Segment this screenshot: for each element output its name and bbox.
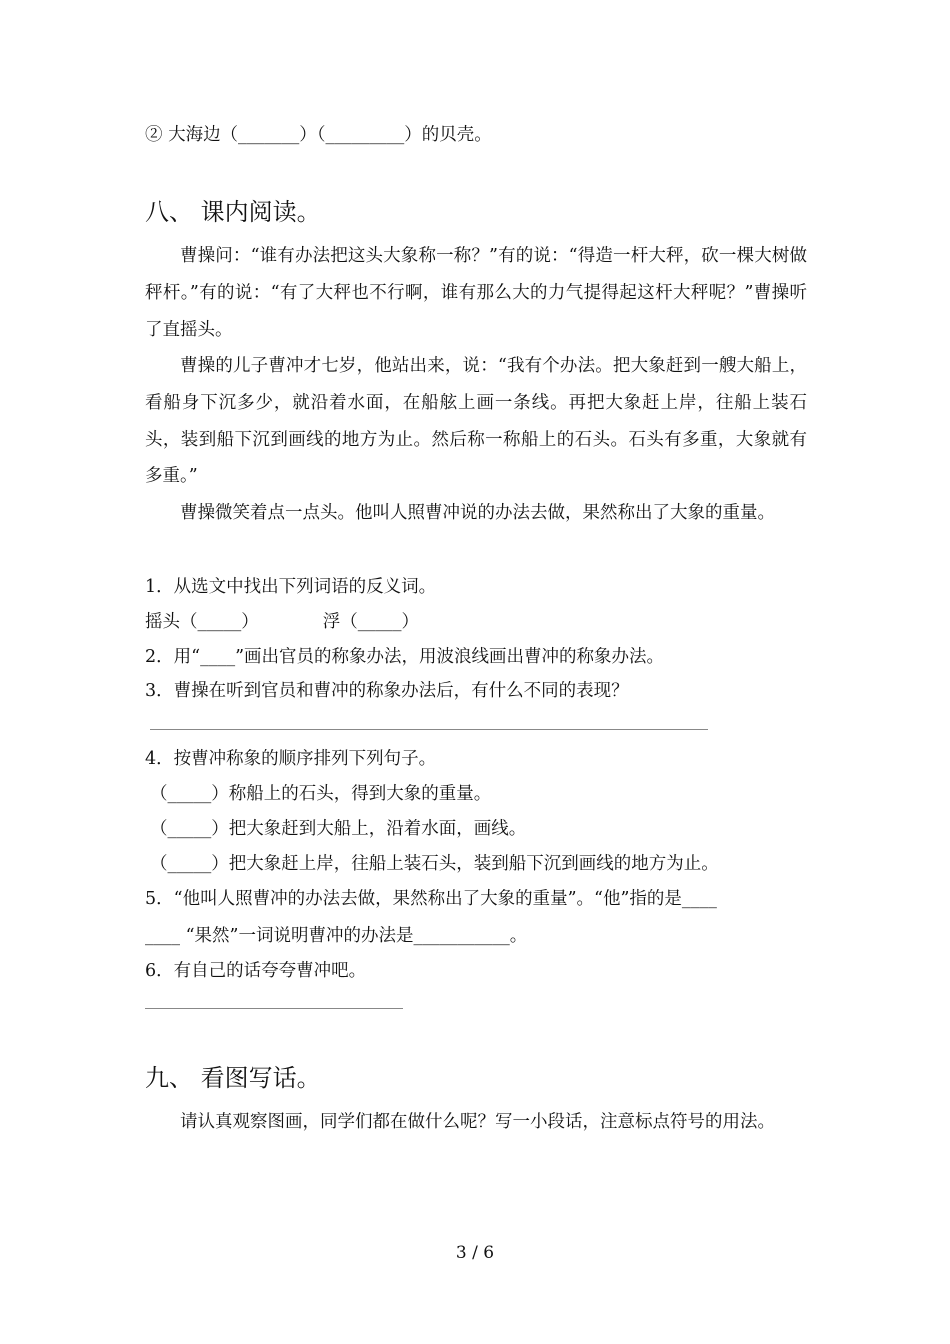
order-item-3: （_____）把大象赶上岸，往船上装石头，装到船下沉到画线的地方为止。 [150, 854, 719, 874]
question-2-prefix: 2．用“ [145, 647, 201, 667]
question-2-suffix: ”画出官员的称象办法，用波浪线画出曹冲的称象办法。 [235, 647, 665, 667]
section-8-heading: 八、 课内阅读。 [145, 198, 321, 226]
question-5-line-1: 5．“他叫人照曹冲的办法去做，果然称出了大象的重量”。“他”指的是____ [145, 889, 717, 909]
reading-paragraph-3: 曹操微笑着点一点头。他叫人照曹冲说的办法去做，果然称出了大象的重量。 [180, 503, 775, 523]
question-4: 4．按曹冲称象的顺序排列下列句子。 [145, 749, 437, 769]
reading-paragraph-2: 曹操的儿子曹冲才七岁，他站出来，说：“我有个办法。把大象赶到一艘大船上，看船身下沉多少，就沿着水面，在船舷上画一条线。再把大象赶上岸，往船上装石头，装到船下沉到画线的地方为止。然后称一称船上的石头。石头有多重，大象就有多重。” [145, 356, 807, 487]
blank-item-2: ② 大海边（_______）（_________）的贝壳。 [145, 125, 492, 145]
underline-mark: ____ [200, 647, 236, 667]
question-1-answers [145, 608, 419, 633]
section-9-heading: 九、 看图写话。 [145, 1064, 321, 1092]
reading-paragraph-1: 曹操问：“谁有办法把这头大象称一称？”有的说：“得造一杆大秤，砍一棵大树做秤杆。”有的说：“有了大秤也不行啊，谁有那么大的力气提得起这杆大秤呢？”曹操听了直摇头。 [145, 246, 807, 340]
answer-line-q6[interactable] [145, 1008, 403, 1009]
antonym-blank-float: 浮（_____） [322, 612, 419, 632]
answer-line-q3[interactable] [150, 729, 708, 730]
question-1: 1．从选文中找出下列词语的反义词。 [145, 577, 437, 597]
writing-prompt: 请认真观察图画，同学们都在做什么呢？写一小段话，注意标点符号的用法。 [180, 1112, 775, 1132]
question-3: 3．曹操在听到官员和曹冲的称象办法后，有什么不同的表现？ [145, 681, 629, 701]
antonym-blank-shake-head: 摇头（_____） [145, 612, 259, 632]
page-number: 3 / 6 [455, 1243, 495, 1263]
question-6: 6．有自己的话夸夸曹冲吧。 [145, 961, 367, 981]
question-2 [145, 643, 664, 668]
question-5-line-2: ____ “果然”一词说明曹冲的办法是___________。 [145, 926, 528, 946]
order-item-1: （_____）称船上的石头，得到大象的重量。 [150, 784, 492, 804]
order-item-2: （_____）把大象赶到大船上，沿着水面，画线。 [150, 819, 527, 839]
